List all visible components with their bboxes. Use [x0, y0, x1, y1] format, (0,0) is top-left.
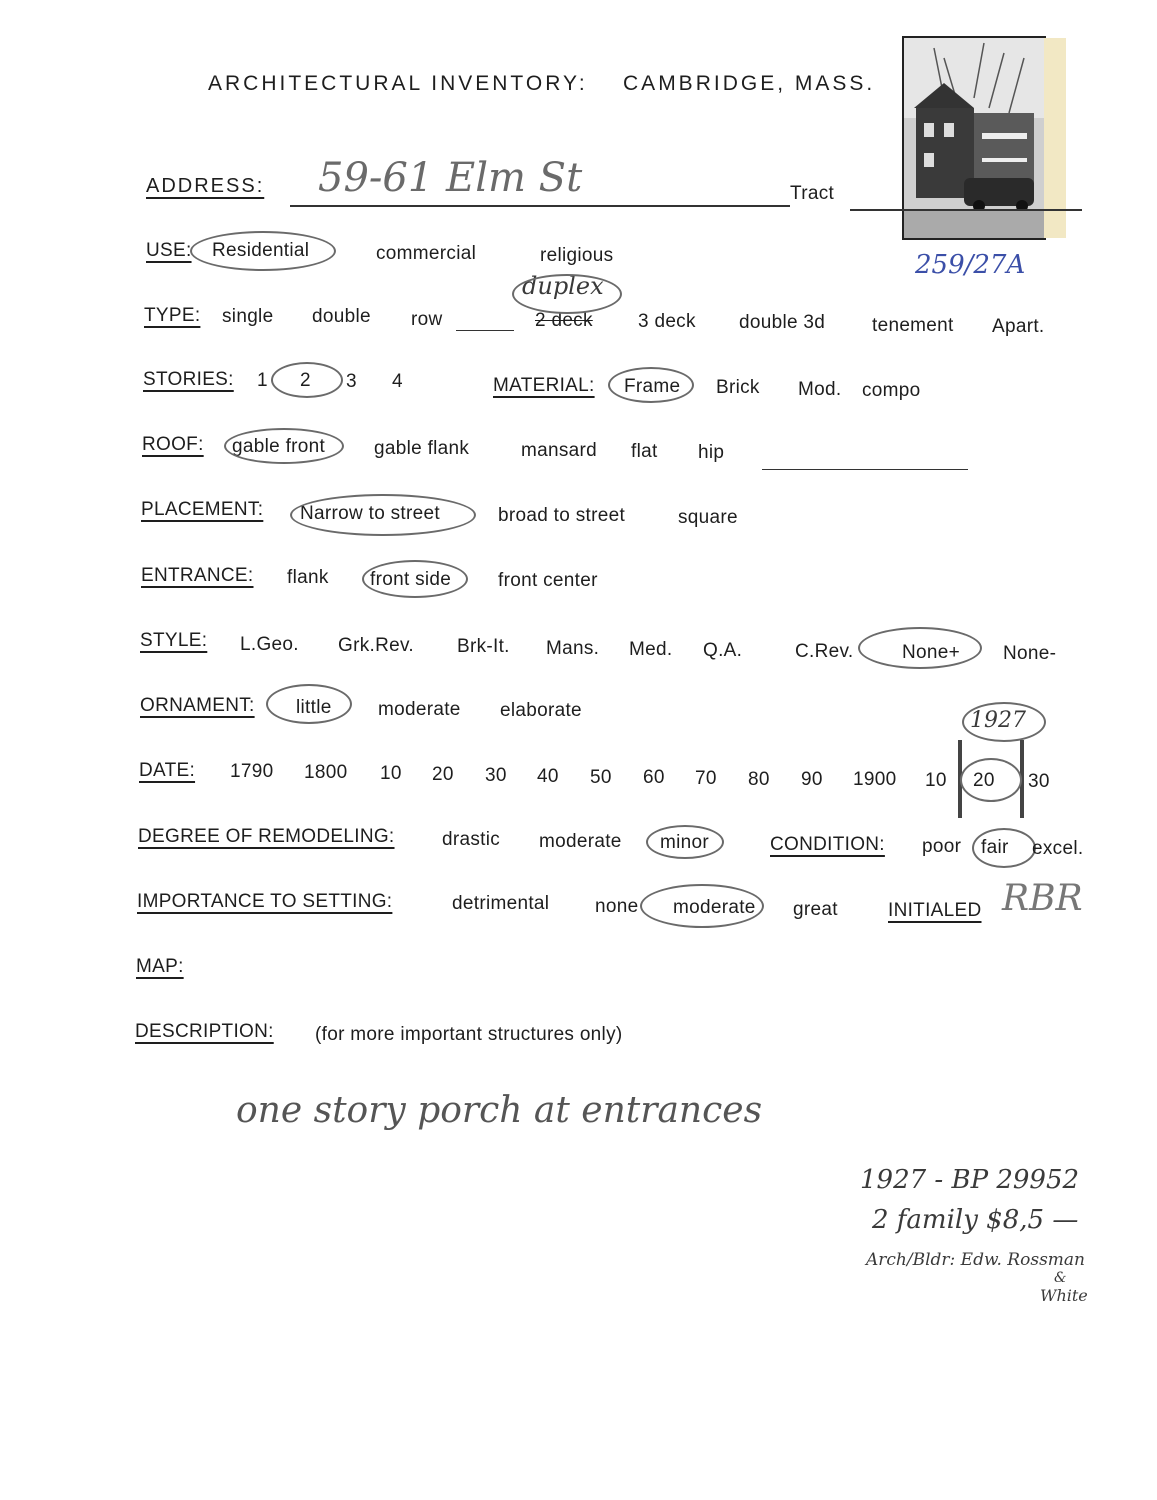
date-option-1920: 20 — [973, 770, 995, 791]
material-label: MATERIAL: — [493, 375, 595, 396]
date-option-80: 80 — [748, 769, 770, 790]
notes-white: White — [1040, 1286, 1088, 1305]
stories-option-2: 2 — [300, 370, 311, 391]
style-option-med: Med. — [629, 639, 673, 660]
entrance-option-flank: flank — [287, 567, 329, 588]
importance-option-none: none — [595, 896, 639, 917]
style-option-grkrev: Grk.Rev. — [338, 635, 414, 656]
condition-option-excel: excel. — [1032, 838, 1084, 859]
date-option-70: 70 — [695, 768, 717, 789]
type-option-tenement: tenement — [872, 315, 954, 336]
date-option-1790: 1790 — [230, 761, 274, 782]
type-option-double-3d: double 3d — [739, 312, 826, 333]
roof-blank-line — [762, 469, 968, 470]
ornament-option-little: little — [296, 697, 332, 718]
stories-label: STORIES: — [143, 369, 234, 390]
address-label: ADDRESS: — [146, 175, 265, 197]
date-option-40: 40 — [537, 766, 559, 787]
roof-option-hip: hip — [698, 442, 725, 463]
type-option-apart: Apart. — [992, 316, 1045, 337]
importance-option-moderate: moderate — [673, 897, 756, 918]
stories-option-4: 4 — [392, 371, 403, 392]
style-option-none-plus: None+ — [902, 642, 961, 663]
photo-reference: 259/27A — [915, 250, 1026, 280]
description-note: (for more important structures only) — [315, 1024, 623, 1045]
use-option-religious: religious — [540, 245, 614, 266]
roof-option-gable-front: gable front — [232, 436, 326, 457]
style-option-mans: Mans. — [546, 638, 600, 659]
form-title — [208, 72, 875, 96]
initialed-label: INITIALED — [888, 900, 982, 921]
importance-option-great: great — [793, 899, 838, 920]
entrance-option-front-center: front center — [498, 570, 598, 591]
style-option-brkit: Brk-It. — [457, 636, 510, 657]
type-option-2deck: 2 deck — [535, 310, 593, 331]
house-photo-image — [904, 38, 1044, 238]
notes-ampersand: & — [1054, 1270, 1067, 1286]
type-option-row: row — [411, 309, 443, 330]
date-bracket-left — [958, 740, 962, 818]
importance-option-detrimental: detrimental — [452, 893, 550, 914]
map-label: MAP: — [136, 956, 184, 977]
form-title-text: ARCHITECTURAL INVENTORY: — [208, 72, 588, 95]
material-option-mod: Mod. — [798, 379, 842, 400]
roof-option-flat: flat — [631, 441, 658, 462]
remodeling-option-moderate: moderate — [539, 831, 622, 852]
style-option-crev: C.Rev. — [795, 641, 854, 662]
date-option-1800: 1800 — [304, 762, 348, 783]
tract-underline — [850, 209, 1082, 211]
style-option-qa: Q.A. — [703, 640, 743, 661]
date-option-1910: 10 — [925, 770, 947, 791]
ornament-label: ORNAMENT: — [140, 695, 255, 716]
type-option-double: double — [312, 306, 371, 327]
type-label: TYPE: — [144, 305, 201, 326]
roof-option-gable-flank: gable flank — [374, 438, 470, 459]
ornament-option-moderate: moderate — [378, 699, 461, 720]
roof-option-mansard: mansard — [521, 440, 598, 461]
placement-option-broad: broad to street — [498, 505, 626, 526]
style-label: STYLE: — [140, 630, 208, 651]
material-option-brick: Brick — [716, 377, 760, 398]
notes-architect: Arch/Bldr: Edw. Rossman — [866, 1250, 1085, 1270]
photo-tape — [1044, 38, 1066, 238]
condition-label: CONDITION: — [770, 834, 885, 855]
date-handwritten-year: 1927 — [970, 708, 1026, 733]
entrance-label: ENTRANCE: — [141, 565, 254, 586]
use-label: USE: — [146, 240, 192, 261]
use-option-residential: Residential — [212, 240, 310, 261]
date-option-1930: 30 — [1028, 771, 1050, 792]
remodeling-option-drastic: drastic — [442, 829, 501, 850]
type-blank-line — [456, 330, 514, 331]
date-option-20: 20 — [432, 764, 454, 785]
stories-option-3: 3 — [346, 371, 357, 392]
form-place-text: CAMBRIDGE, MASS. — [623, 72, 876, 95]
date-option-1900: 1900 — [853, 769, 897, 790]
remodeling-option-minor: minor — [660, 832, 710, 853]
type-option-single: single — [222, 306, 274, 327]
remodeling-label: DEGREE OF REMODELING: — [138, 826, 395, 847]
placement-label: PLACEMENT: — [141, 499, 264, 520]
ornament-option-elaborate: elaborate — [500, 700, 582, 721]
date-option-50: 50 — [590, 767, 612, 788]
date-bracket-right — [1020, 740, 1024, 818]
description-label: DESCRIPTION: — [135, 1021, 274, 1042]
roof-label: ROOF: — [142, 434, 204, 455]
notes-permit: 1927 - BP 29952 — [860, 1165, 1080, 1195]
style-option-none-minus: None- — [1003, 643, 1057, 664]
date-option-90: 90 — [801, 769, 823, 790]
notes-family-cost: 2 family $8,5 — — [872, 1205, 1079, 1235]
date-option-30: 30 — [485, 765, 507, 786]
condition-option-fair: fair — [981, 837, 1009, 858]
type-option-3deck: 3 deck — [638, 311, 696, 332]
material-option-frame: Frame — [624, 376, 681, 397]
date-option-60: 60 — [643, 767, 665, 788]
type-handwritten-duplex: duplex — [522, 272, 604, 300]
description-handwritten: one story porch at entrances — [236, 1090, 763, 1131]
material-option-compo: compo — [862, 380, 921, 401]
date-option-10: 10 — [380, 763, 402, 784]
importance-label: IMPORTANCE TO SETTING: — [137, 891, 393, 912]
use-option-commercial: commercial — [376, 243, 477, 264]
address-underline — [290, 205, 790, 207]
entrance-option-front-side: front side — [370, 569, 452, 590]
tract-label: Tract — [790, 183, 835, 204]
initialed-value: RBR — [1002, 878, 1083, 919]
address-value: 59-61 Elm St — [318, 155, 583, 201]
style-option-lgeo: L.Geo. — [240, 634, 299, 655]
stories-option-1: 1 — [257, 370, 268, 391]
placement-option-narrow: Narrow to street — [300, 503, 440, 524]
condition-option-poor: poor — [922, 836, 962, 857]
date-label: DATE: — [139, 760, 196, 781]
placement-option-square: square — [678, 507, 738, 528]
